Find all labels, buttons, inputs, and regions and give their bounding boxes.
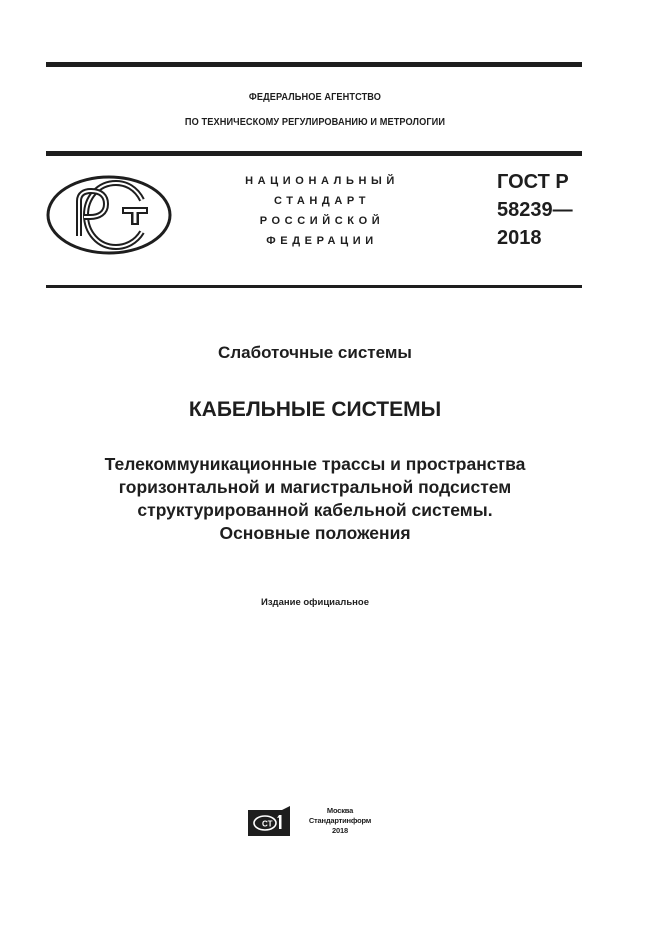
publisher-info — [292, 806, 388, 836]
national-line: СТАНДАРТ — [273, 195, 371, 207]
standard-block-rule — [46, 285, 582, 288]
national-line: НАЦИОНАЛЬНЫЙ — [245, 175, 399, 187]
agency-line-2: ПО ТЕХНИЧЕСКОМУ РЕГУЛИРОВАНИЮ И МЕТРОЛОГИИ — [184, 117, 446, 128]
top-rule — [46, 62, 582, 67]
edition-label: Издание официальное — [261, 597, 369, 608]
gost-line: 58239— — [497, 199, 573, 221]
rst-gost-logo-icon — [46, 174, 174, 256]
publisher-year: 2018 — [332, 826, 348, 835]
agency-line-1: ФЕДЕРАЛЬНОЕ АГЕНТСТВО — [248, 92, 382, 103]
category-title: Слаботочные системы — [218, 343, 412, 362]
gost-number — [497, 168, 573, 252]
gost-line: ГОСТ Р — [497, 171, 569, 193]
description-line: Основные положения — [219, 523, 411, 543]
national-standard-label — [220, 171, 420, 251]
description-line: Телекоммуникационные трассы и пространства — [104, 454, 526, 474]
svg-text:СТ: СТ — [262, 819, 273, 829]
document-description — [0, 453, 630, 545]
national-line: РОССИЙСКОЙ — [259, 215, 385, 227]
header-rule — [46, 151, 582, 156]
description-line: горизонтальной и магистральной подсистем — [118, 477, 512, 497]
publisher-name: Стандартинформ — [308, 816, 372, 825]
standartinform-logo-icon — [248, 806, 290, 836]
gost-line: 2018 — [497, 227, 542, 249]
national-line: ФЕДЕРАЦИИ — [266, 235, 378, 247]
description-line: структурированной кабельной системы. — [137, 500, 493, 520]
publisher-city: Москва — [326, 806, 354, 815]
main-title: КАБЕЛЬНЫЕ СИСТЕМЫ — [188, 398, 442, 421]
